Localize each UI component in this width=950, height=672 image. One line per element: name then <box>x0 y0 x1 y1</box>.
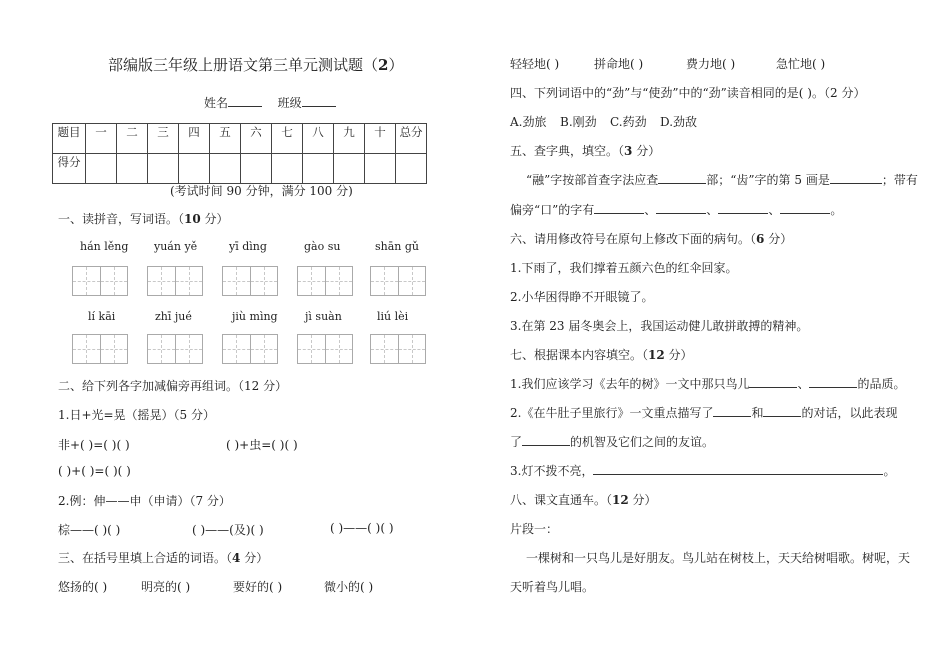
passage-line: 一棵树和一只鸟儿是好朋友。鸟儿站在树枝上，天天给树唱歌。树呢，天 <box>526 551 911 565</box>
s7-text: 的品质。 <box>857 377 906 391</box>
header-cell: 九 <box>334 124 365 154</box>
section-2-q1-c: ( )+( )=( )( ) <box>58 464 131 478</box>
section-8-title <box>510 491 657 508</box>
header-cell: 二 <box>117 124 148 154</box>
header-cell: 七 <box>272 124 303 154</box>
writing-grid[interactable] <box>222 334 278 364</box>
s7-text: 和 <box>751 406 764 420</box>
writing-grid[interactable] <box>147 334 203 364</box>
score-table <box>52 123 427 184</box>
score-cell[interactable] <box>334 154 365 184</box>
pinyin-label: jiù mìng <box>232 310 278 323</box>
score-cell[interactable] <box>86 154 117 184</box>
header-cell: 一 <box>86 124 117 154</box>
section-7-line-2 <box>510 404 897 421</box>
section-3-text: 三、在括号里填上合适的词语。（ <box>58 551 233 565</box>
page-title <box>108 54 403 75</box>
section-1-score: 10 <box>184 212 201 226</box>
section-4-option: C.药劲 <box>610 115 647 129</box>
answer-blank[interactable] <box>656 201 706 214</box>
score-cell[interactable] <box>241 154 272 184</box>
passage-line: 天听着鸟儿唱。 <box>510 580 595 594</box>
section-7-score: 12 <box>648 348 665 362</box>
section-5-line-2 <box>510 201 842 218</box>
section-5-line-1 <box>526 171 918 188</box>
score-cell[interactable] <box>272 154 303 184</box>
name-label: 姓名 <box>204 96 229 110</box>
section-3-item: 明亮的( ) <box>141 580 191 594</box>
score-row-label: 得分 <box>53 154 86 184</box>
section-4-option: D.劲敌 <box>660 115 698 129</box>
score-cell[interactable] <box>148 154 179 184</box>
title-end: ） <box>388 56 404 74</box>
s7-text: 。 <box>883 464 896 478</box>
section-3-item: 要好的( ) <box>233 580 283 594</box>
exam-info: (考试时间 90 分钟，满分 100 分) <box>170 184 353 198</box>
answer-blank[interactable] <box>522 433 570 446</box>
pinyin-label: shān gǔ <box>375 240 419 253</box>
header-cell: 六 <box>241 124 272 154</box>
title-number: 2 <box>378 56 389 74</box>
pinyin-label: hán lěng <box>80 240 129 253</box>
s5-text: ；带有 <box>881 173 918 187</box>
header-cell: 题目 <box>53 124 86 154</box>
header-cell: 总分 <box>396 124 427 154</box>
answer-blank[interactable] <box>809 375 857 388</box>
pinyin-label: jì suàn <box>305 310 342 323</box>
section-3-item: 悠扬的( ) <box>58 580 108 594</box>
s7-text: 1.我们应该学习《去年的树》一文中那只鸟儿 <box>510 377 750 391</box>
r1-item: 急忙地( ) <box>776 57 826 71</box>
header-cell: 四 <box>179 124 210 154</box>
writing-grid[interactable] <box>72 266 128 296</box>
section-1-end: 分） <box>200 212 229 226</box>
s7-text: 、 <box>797 377 810 391</box>
section-7-end: 分） <box>664 348 693 362</box>
name-blank[interactable] <box>228 94 262 107</box>
writing-grid[interactable] <box>222 266 278 296</box>
section-2-q1: 1.日+光=晃（摇晃）（5 分） <box>58 408 216 422</box>
score-table-score-row <box>53 154 427 184</box>
section-8-end: 分） <box>628 493 657 507</box>
section-7-text: 七、根据课本内容填空。（ <box>510 348 649 362</box>
section-2-q1-b: ( )+虫=( )( ) <box>226 438 298 452</box>
section-3-item: 微小的( ) <box>324 580 374 594</box>
section-3-title <box>58 549 268 566</box>
pinyin-label: gào su <box>304 240 341 253</box>
score-cell[interactable] <box>210 154 241 184</box>
s7-text: 的机智及它们之间的友谊。 <box>570 435 715 449</box>
section-5-end: 分） <box>632 144 661 158</box>
pinyin-label: liú lèi <box>377 310 409 323</box>
writing-grid[interactable] <box>297 266 353 296</box>
header-cell: 三 <box>148 124 179 154</box>
writing-grid[interactable] <box>147 266 203 296</box>
s7-text: 3.灯不拨不亮， <box>510 464 594 478</box>
section-7-line-4 <box>510 462 895 479</box>
section-5-title <box>510 142 660 159</box>
score-cell[interactable] <box>396 154 427 184</box>
title-text: 部编版三年级上册语文第三单元测试题（ <box>108 56 379 74</box>
s7-text: 2.《在牛肚子里旅行》一文重点描写了 <box>510 406 714 420</box>
section-3-score: 4 <box>232 551 241 565</box>
score-cell[interactable] <box>303 154 334 184</box>
separator: 、 <box>644 203 657 217</box>
s5-text: 部；“齿”字的第 5 画是 <box>706 173 830 187</box>
section-8-score: 12 <box>612 493 629 507</box>
pinyin-label: yī dìng <box>229 240 267 253</box>
answer-blank[interactable] <box>780 201 830 214</box>
section-6-text: 六、请用修改符号在原句上修改下面的病句。（ <box>510 232 757 246</box>
separator: 、 <box>706 203 719 217</box>
section-4-option: B.刚劲 <box>560 115 597 129</box>
s5-text: 偏旁“口”的字有 <box>510 203 595 217</box>
class-blank[interactable] <box>302 94 336 107</box>
r1-item: 轻轻地( ) <box>510 57 560 71</box>
header-cell: 五 <box>210 124 241 154</box>
pinyin-label: yuán yě <box>154 240 198 253</box>
class-label: 班级 <box>277 96 302 110</box>
section-6-item: 2.小华困得睁不开眼镜了。 <box>510 290 654 304</box>
answer-blank[interactable] <box>763 404 801 417</box>
pinyin-label: lí kāi <box>88 310 116 323</box>
answer-blank[interactable] <box>749 375 797 388</box>
s7-text: 的对话，以此表现 <box>801 406 898 420</box>
section-1-text: 一、读拼音，写词语。（ <box>58 212 185 226</box>
r1-item: 费力地( ) <box>686 57 736 71</box>
section-2-q2: 2.例：伸——申（申请）（7 分） <box>58 494 231 508</box>
score-cell[interactable] <box>117 154 148 184</box>
answer-blank[interactable] <box>594 201 644 214</box>
name-class-line <box>204 94 336 111</box>
section-4-title: 四、下列词语中的“劲”与“使劲”中的“劲”读音相同的是( )。（2 分） <box>510 86 866 100</box>
section-6-title <box>510 230 792 247</box>
section-7-line-1 <box>510 375 905 392</box>
score-table-header-row <box>53 124 427 154</box>
section-8-text: 八、课文直通车。（ <box>510 493 613 507</box>
header-cell: 八 <box>303 124 334 154</box>
s5-end: 。 <box>830 203 843 217</box>
section-2-q2-b: ( )——(及)( ) <box>192 523 264 537</box>
section-5-text: 五、查字典，填空。（ <box>510 144 625 158</box>
pinyin-label: zhī jué <box>155 310 192 323</box>
answer-blank[interactable] <box>830 171 882 184</box>
score-cell[interactable] <box>365 154 396 184</box>
r1-item: 拼命地( ) <box>594 57 644 71</box>
section-5-score: 3 <box>624 144 633 158</box>
section-2-q2-a: 棕——( )( ) <box>58 523 121 537</box>
section-6-score: 6 <box>756 232 765 246</box>
score-cell[interactable] <box>179 154 210 184</box>
section-6-end: 分） <box>764 232 793 246</box>
writing-grid[interactable] <box>370 334 426 364</box>
s5-text: “融”字按部首查字法应查 <box>526 173 659 187</box>
s7-text: 了 <box>510 435 523 449</box>
section-1-title <box>58 210 229 227</box>
writing-grid[interactable] <box>72 334 128 364</box>
section-3-end: 分） <box>240 551 269 565</box>
section-7-title <box>510 346 693 363</box>
writing-grid[interactable] <box>297 334 353 364</box>
answer-blank[interactable] <box>713 404 751 417</box>
section-6-item: 1.下雨了，我们撑着五颜六色的红伞回家。 <box>510 261 738 275</box>
answer-blank[interactable] <box>593 462 883 475</box>
section-2-q2-c: ( )——( )( ) <box>330 521 394 535</box>
section-4-option: A.劲旅 <box>510 115 547 129</box>
passage-label: 片段一： <box>510 522 559 536</box>
answer-blank[interactable] <box>718 201 768 214</box>
header-cell: 十 <box>365 124 396 154</box>
section-2-q1-a: 非+( )=( )( ) <box>58 438 130 452</box>
section-2-title: 二、给下列各字加减偏旁再组词。（12 分） <box>58 379 288 393</box>
section-6-item: 3.在第 23 届冬奥会上，我国运动健儿敢拼敢搏的精神。 <box>510 319 809 333</box>
writing-grid[interactable] <box>370 266 426 296</box>
answer-blank[interactable] <box>658 171 706 184</box>
separator: 、 <box>768 203 781 217</box>
section-7-line-3 <box>510 433 714 450</box>
